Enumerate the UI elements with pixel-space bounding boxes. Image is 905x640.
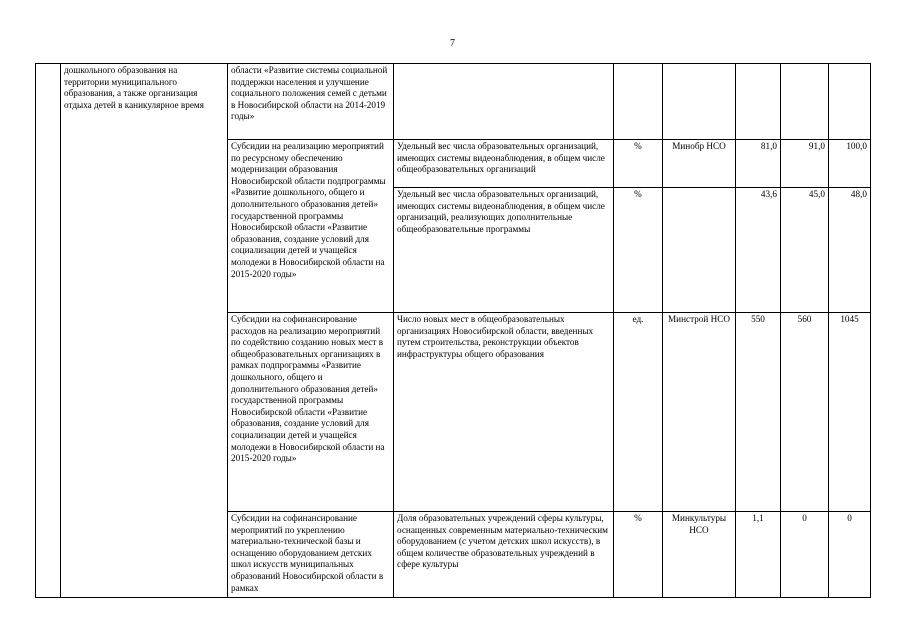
value-cell [829,64,871,140]
value-cell: 100,0 [829,140,871,188]
indicators-table [35,63,871,598]
value-cell: 0 [829,512,871,598]
indicator-cell: Число новых мест в общеобразовательных организациях Новосибирской области, введенных путем строительства, реконструкции объектов инфраструктуры общего образования [394,313,614,512]
subsidy-cell: Субсидии на софинансирование мероприятий по укреплению материально-технической базы и оснащению оборудованием детских школ искусств муниципальных образований Новосибирской области в рамках [228,512,394,598]
unit-cell: % [614,140,663,188]
ministry-cell: Минкультуры НСО [663,512,736,598]
page-number: 7 [450,38,455,49]
value-cell: 48,0 [829,188,871,313]
value-cell: 550 [736,313,781,512]
value-cell: 560 [781,313,829,512]
ministry-cell: Минобр НСО [663,140,736,188]
value-cell: 0 [781,512,829,598]
indicator-cell: Удельный вес числа образовательных организаций, имеющих системы видеонаблюдения, в общем числе общеобразовательных организаций [394,140,614,188]
value-cell: 45,0 [781,188,829,313]
subsidy-cell: Субсидии на реализацию мероприятий по ресурсному обеспечению модернизации образования Новосибирской области подпрограммы «Развитие дошкольного, общего и дополнительного образования детей» государственной программы Новосибирской области «Развитие образования, создание условий для социализации детей и учащейся молодежи в Новосибирской области на 2015-2020 годы» [228,140,394,313]
ministry-cell [663,188,736,313]
value-cell: 1,1 [736,512,781,598]
indicator-cell: Доля образовательных учреждений сферы культуры, оснащенных современным материально-техническим оборудованием (с учетом детских школ искусств), в общем количестве образовательных учреждений в сфере культуры [394,512,614,598]
value-cell: 43,6 [736,188,781,313]
subsidy-cell: области «Развитие системы социальной поддержки населения и улучшение социального положения семей с детьми в Новосибирской области на 2014-2019 годы» [228,64,394,140]
value-cell [781,64,829,140]
value-cell [736,64,781,140]
ministry-cell [663,64,736,140]
row-number-cell [36,64,61,598]
unit-cell: % [614,188,663,313]
unit-cell [614,64,663,140]
unit-cell: % [614,512,663,598]
subsidy-cell: Субсидии на софинансирование расходов на реализацию мероприятий по содействию созданию новых мест в общеобразовательных организациях в рамках подпрограммы «Развитие дошкольного, общего и дополнительного образования детей» государственной программы Новосибирской области «Развитие образования, создание условий для социализации детей и учащейся молодежи в Новосибирской области на 2015-2020 годы» [228,313,394,512]
unit-cell: ед. [614,313,663,512]
value-cell: 81,0 [736,140,781,188]
ministry-cell: Минстрой НСО [663,313,736,512]
indicator-cell: Удельный вес числа образовательных организаций, имеющих системы видеонаблюдения, в общем числе организаций, реализующих дополнительные общеобразовательные программы [394,188,614,313]
indicator-cell [394,64,614,140]
value-cell: 1045 [829,313,871,512]
table-row [36,64,871,140]
activity-cell: дошкольного образования на территории муниципального образования, а также организация отдыха детей в каникулярное время [61,64,228,598]
value-cell: 91,0 [781,140,829,188]
